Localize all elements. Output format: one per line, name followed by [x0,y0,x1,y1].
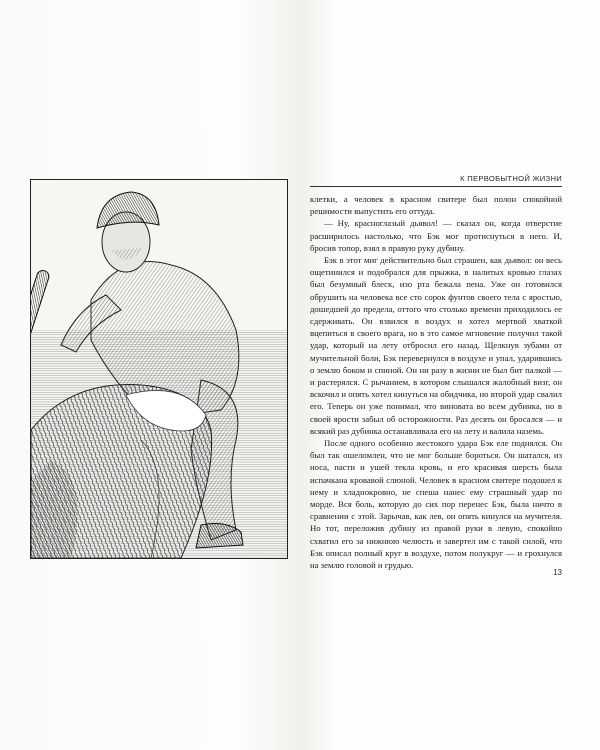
page-number: 13 [553,568,562,577]
right-page [300,0,600,750]
header-rule [310,186,562,187]
paragraph: — Ну, красноглазый дьявол! — сказал он, когда отверстие расширилось настолько, что Бэк мог протиснуться в него. И, бросив топор, взял в правую руку дубину. [310,218,562,253]
paragraph: клетки, а человек в красном свитере был полон спокойной решимости выпустить его оттуда. [310,194,562,217]
running-head: К ПЕРВОБЫТНОЙ ЖИЗНИ [460,174,562,183]
engraving-illustration [30,179,288,559]
body-text [310,193,562,571]
paragraph: После одного особенно жестокого удара Бэк еле поднялся. Он был так ошеломлен, что не мог больше бороться. Он шатался, из носа, пасти и ушей текла кровь, и его красивая шерсть была испачкана кровавой слюной. Человек в красном свитере подошел к нему и хладнокровно, не спеша нанес ему страшный удар по морде. Вся боль, которую до сих пор перенес Бэк, была ничто в сравнении с этой. Зарычав, как лев, он опять кинулся на мучителя. Но тот, переложив дубину из правой руки в левую, спокойно схватил его за нижнюю челюсть и завертел им с такой силой, что Бэк описал полный круг в воздухе, потом полукруг — и грохнулся на землю головой и грудью. [310,438,562,571]
paragraph: Бэк в этот миг действительно был страшен, как дьявол: он весь ощетинился и подобрался для прыжка, в налитых кровью глазах был безумный блеск, изо рта бежала пена. Уже он готовился обрушить на человека все сто сорок фунтов своего тела с яростью, дошедшей до предела, оттого что столько времени приходилось ее сдерживать. Он взвился в воздух и хотел мертвой хваткой вцепиться в своего врага, но в это самое мгновение получил такой удар, который на лету отбросил его назад. Щелкнув зубами от мучительной боли, Бэк перевернулся в воздухе и упал, ударившись о землю боком и спиной. Он ни разу в жизни не был бит палкой — и растерялся. С рычанием, в котором слышался жалобный визг, он вскочил и опять хотел кинуться на обидчика, но второй удар свалил его. Теперь он уже понимал, что виновата во всем дубинка, но в своей ярости забыл об осторожности. Раз десять он бросался — и всякий раз дубинка останавливала его на лету и валила наземь. [310,255,562,436]
